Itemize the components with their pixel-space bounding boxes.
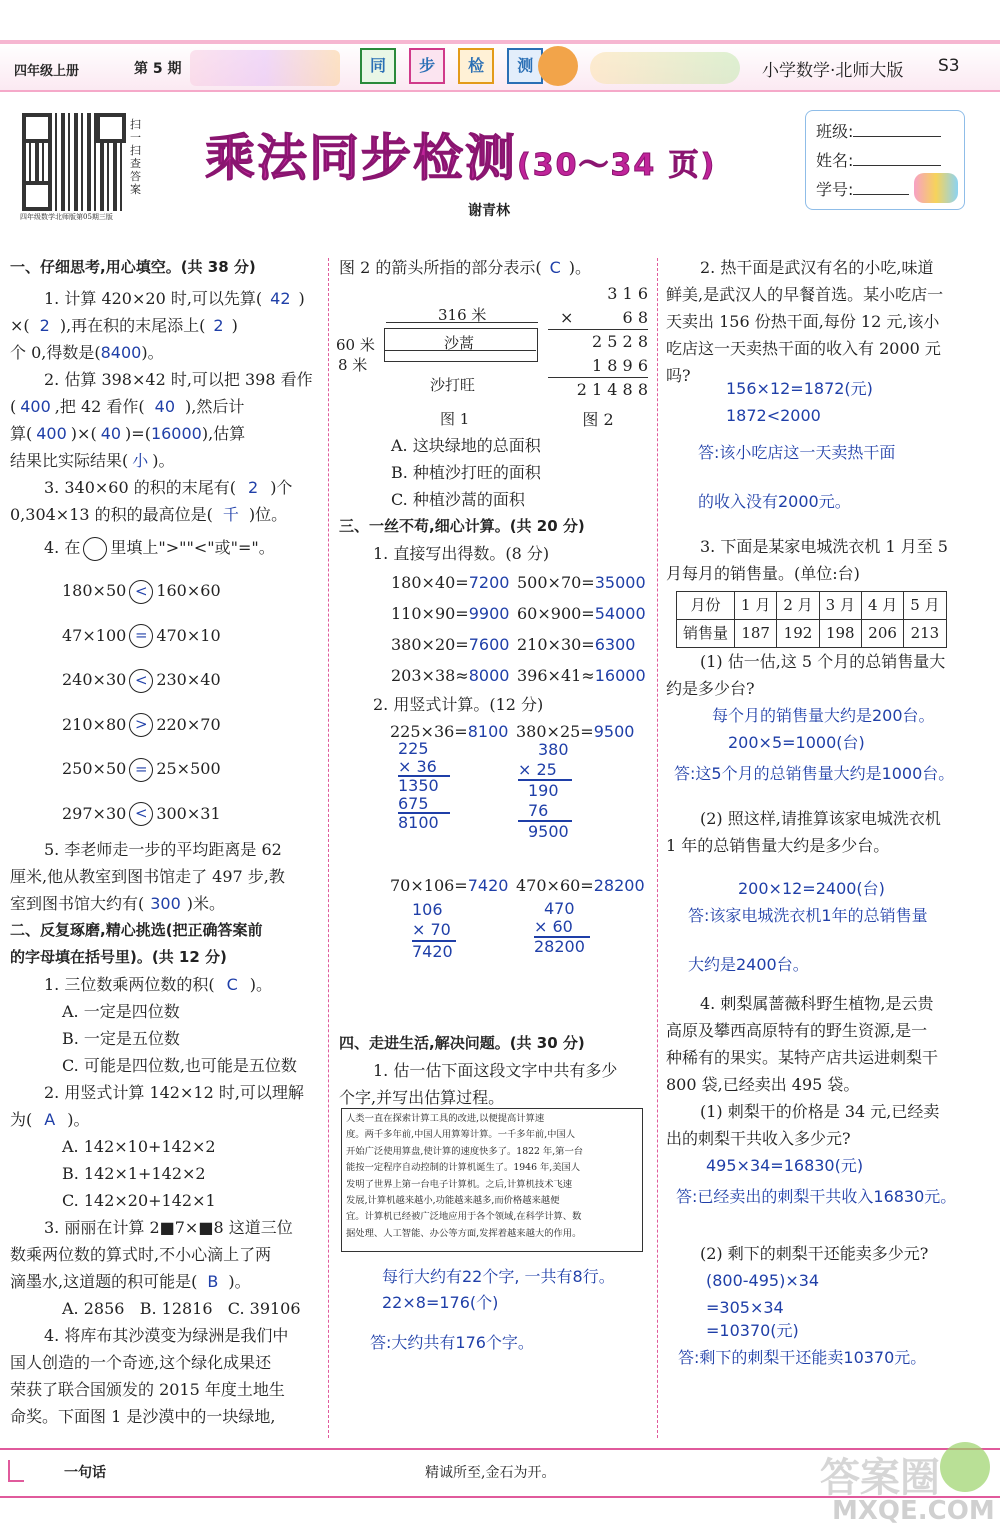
vcalc-eq: 225×36= xyxy=(390,722,468,741)
answer: B xyxy=(207,1272,219,1291)
answer: 2 xyxy=(213,316,224,335)
s4-q1: 1. 估一估下面这段文字中共有多少 xyxy=(373,1061,618,1080)
tile-2: 步 xyxy=(409,48,445,84)
section-3-title: 三、一丝不苟,细心计算。(共 20 分) xyxy=(339,517,585,535)
passage-line: 度。两千多年前,中国人用算筹计算。一千多年前,中国人 xyxy=(346,1129,576,1141)
s4-q3-p2: (2) 照这样,请推算该家电城洗衣机 xyxy=(700,809,941,828)
s4-q2-line3: 天卖出 156 份热干面,每份 12 元,该小 xyxy=(666,312,940,331)
vcalc-line: 76 xyxy=(518,801,572,823)
qr-code-icon[interactable] xyxy=(22,113,126,211)
column-3 xyxy=(666,254,978,1371)
s2-q4-line2: 国人创造的一个奇迹,这个绿化成果还 xyxy=(10,1353,272,1372)
s2-q2-text2: 为( xyxy=(10,1110,33,1129)
answer: 54000 xyxy=(594,604,646,623)
answer: 8000 xyxy=(468,666,510,685)
vcalc-line: 190 xyxy=(528,781,559,800)
comparison-left: 210×80 xyxy=(62,714,127,734)
answer: A xyxy=(44,1110,56,1129)
fig2-row2: 6 8 xyxy=(622,307,648,327)
s2-q2-opt-c: C. 142×20+142×1 xyxy=(62,1191,216,1210)
section-2-title-2: 的字母填在括号里)。(共 12 分) xyxy=(10,948,227,966)
comparison-right: 230×40 xyxy=(156,670,221,689)
answer: 495×34=16830(元) xyxy=(706,1156,864,1175)
class-field[interactable] xyxy=(853,136,941,137)
answer: 400 xyxy=(36,424,67,443)
s1-q5-line3 xyxy=(10,890,322,917)
s2-q4-line3: 荣获了联合国颁发的 2015 年度土地生 xyxy=(10,1380,285,1399)
s2-q3-line3 xyxy=(10,1268,322,1295)
name-field[interactable] xyxy=(853,165,941,166)
s1-q3-text: 3. 340×60 的积的末尾有( xyxy=(44,478,236,497)
direct-calc-row xyxy=(391,660,651,691)
fig1-width-1: 60 米 xyxy=(336,336,375,354)
answer: 35000 xyxy=(594,573,646,592)
direct-calc-row xyxy=(391,598,651,629)
comparison-operator: = xyxy=(129,624,153,648)
s1-q3-line2 xyxy=(10,501,322,528)
qr-caption: 四年级数学北师版第05期三版 xyxy=(20,213,113,221)
s2-q1-opt-b: B. 一定是五位数 xyxy=(62,1029,180,1048)
s2-q1 xyxy=(10,971,322,998)
answer: 7200 xyxy=(468,573,510,592)
s1-q2-text8: 结果比实际结果( xyxy=(10,451,129,470)
table-cell: 192 xyxy=(777,620,819,648)
s2-q4: 4. 将库布其沙漠变为绿洲是我们中 xyxy=(44,1326,289,1345)
column-divider-2 xyxy=(657,258,658,1438)
answer: 的收入没有2000元。 xyxy=(698,492,851,511)
comparison-operator: < xyxy=(129,669,153,693)
answer: 200×5=1000(台) xyxy=(728,733,865,752)
s2-q4-opt-a: A. 这块绿地的总面积 xyxy=(391,436,541,455)
issue-label: 第 5 期 xyxy=(134,61,182,77)
s4-q4-p1: (1) 刺梨干的价格是 34 元,已经卖 xyxy=(700,1102,940,1121)
fig2-row3: 2 5 2 8 xyxy=(548,329,648,354)
answer: C xyxy=(226,975,238,994)
vcalc-eq: 380×25= xyxy=(516,722,594,741)
title-text: 乘法同步检测 xyxy=(205,129,517,187)
answer: 答:剩下的刺梨干还能卖10370元。 xyxy=(678,1348,927,1367)
watermark-logo: 答案圈 xyxy=(820,1455,940,1501)
s1-q1-line3 xyxy=(10,339,322,366)
answer: =305×34 xyxy=(706,1298,784,1317)
s1-q1-text3: ),再在积的末尾添上( xyxy=(59,316,206,335)
vcalc-line: 380 xyxy=(538,740,569,759)
s1-q3-text3: 0,304×13 的积的最高位是( xyxy=(10,505,213,524)
s4-q4-line2: 高原及攀西高原特有的野生资源,是一 xyxy=(666,1021,928,1040)
s4-q3-line2: 月每月的销售量。(单位:台) xyxy=(666,564,860,583)
castle-illustration xyxy=(190,50,340,86)
comparison-operator: < xyxy=(129,580,153,604)
tile-1: 同 xyxy=(360,48,396,84)
s4-q2: 2. 热干面是武汉有名的小吃,味道 xyxy=(700,258,934,277)
comparison-right: 160×60 xyxy=(156,581,221,600)
page-title xyxy=(205,118,716,190)
answer: 22×8=176(个) xyxy=(382,1293,499,1312)
qr-hint: 扫一扫 查答案 xyxy=(130,118,141,196)
fig1-caption: 图 1 xyxy=(440,410,470,428)
comparison-right: 25×500 xyxy=(156,759,221,778)
vcalc-line: 225 xyxy=(398,739,429,758)
answer: 大约是2400台。 xyxy=(688,955,809,974)
comparison-left: 240×30 xyxy=(62,670,127,689)
class-label: 班级: xyxy=(816,122,854,141)
s4-q2-line5: 吗? xyxy=(666,366,691,385)
s1-q5-line2: 厘米,他从教室到图书馆走了 497 步,教 xyxy=(10,867,285,886)
vcalc-line: 675 xyxy=(398,795,450,815)
vcalc-line: × 60 xyxy=(534,918,590,938)
s1-q1-text: 1. 计算 420×20 时,可以先算( xyxy=(44,289,263,308)
s4-q4-p2: (2) 剩下的刺梨干还能卖多少元? xyxy=(700,1244,929,1263)
answer: 答:该家电城洗衣机1年的总销售量 xyxy=(688,906,928,925)
answer: 9500 xyxy=(593,722,635,741)
s1-q2-text4: 算( xyxy=(10,424,33,443)
s1-q2-text6: )=( xyxy=(125,424,151,443)
comparison-item xyxy=(62,747,322,792)
s1-q3 xyxy=(10,474,322,501)
s1-q1-text5: )。 xyxy=(141,343,164,362)
answer: 42 xyxy=(270,289,291,308)
tiger-mascot-icon xyxy=(538,46,578,86)
answer: 16000 xyxy=(594,666,646,685)
answer: 小 xyxy=(132,451,149,470)
corner-bracket-icon xyxy=(8,1460,24,1482)
footer-label: 一句话 xyxy=(64,1465,106,1481)
direct-calc-row xyxy=(391,567,651,598)
answer: C xyxy=(549,258,561,277)
vcalc-4 xyxy=(534,900,590,956)
answer: 7600 xyxy=(468,635,510,654)
vcalc-eq: 70×106= xyxy=(390,876,468,895)
s1-q3-text4: )位。 xyxy=(248,505,288,524)
s2-q1-text2: )。 xyxy=(249,975,273,994)
table-row xyxy=(677,592,947,620)
s2-q1-opt-a: A. 一定是四位数 xyxy=(62,1002,180,1021)
s2-q3-opts: A. 2856 B. 12816 C. 39106 xyxy=(62,1299,301,1318)
table-header: 月份 xyxy=(677,592,735,620)
direct-calc-row xyxy=(391,629,651,660)
s1-q4 xyxy=(10,534,322,561)
cartoon-animals-icon xyxy=(914,173,958,203)
s2-q4-opt-c: C. 种植沙蒿的面积 xyxy=(391,490,525,509)
s3-q2: 2. 用竖式计算。(12 分) xyxy=(373,695,544,714)
table-header: 2 月 xyxy=(777,592,819,620)
s2-q3-text4: )。 xyxy=(228,1272,251,1291)
vcalc-line: 470 xyxy=(544,899,575,918)
s2-q4-line5 xyxy=(339,254,651,281)
vcalc-2 xyxy=(518,740,572,842)
vcalc-3-eq xyxy=(390,876,508,895)
tiles xyxy=(360,48,551,84)
fig2-row1: 3 1 6 xyxy=(607,284,648,303)
vcalc-line: × 36 xyxy=(398,758,450,778)
calc-expression: 60×900= xyxy=(517,604,595,623)
mascot-icon xyxy=(940,1442,990,1492)
answer: 2 xyxy=(248,478,259,497)
vcalc-line: 106 xyxy=(412,900,443,919)
calc-expression: 210×30= xyxy=(517,635,595,654)
comparison-right: 300×31 xyxy=(156,803,221,823)
table-cell: 销售量 xyxy=(677,620,735,648)
answer: 答:该小吃店这一天卖热干面 xyxy=(698,443,896,462)
section-2-title: 二、反复琢磨,精心挑选(把正确答案前 xyxy=(10,921,263,939)
s4-q4: 4. 刺梨属蔷薇科野生植物,是云贵 xyxy=(700,994,934,1013)
vcalc-eq: 470×60= xyxy=(516,876,594,895)
column-1 xyxy=(10,254,322,1430)
fig1-inner-label: 沙蒿 xyxy=(444,334,475,352)
s2-q1-text: 1. 三位数乘两位数的积( xyxy=(44,975,215,994)
fig2-row5: 2 1 4 8 8 xyxy=(548,377,648,402)
table-row xyxy=(677,620,947,648)
s1-q2-text2: ,把 42 看作( xyxy=(54,397,145,416)
s1-q4-text: 4. 在 xyxy=(44,538,81,557)
column-divider-1 xyxy=(328,258,329,1438)
table-cell: 198 xyxy=(819,620,861,648)
answer: 7420 xyxy=(467,876,509,895)
table-header: 4 月 xyxy=(861,592,903,620)
s1-q1-line2: ×( 2 ),再在积的末尾添上( 2 ) xyxy=(10,316,238,335)
comparison-item xyxy=(62,703,322,748)
comparison-item xyxy=(62,614,322,659)
s4-q3: 3. 下面是某家电城洗衣机 1 月至 5 xyxy=(700,537,948,556)
s2-q3-line2: 数乘两位数的算式时,不小心滴上了两 xyxy=(10,1245,272,1264)
s1-q2-text3: ),然后计 xyxy=(185,397,245,416)
passage-line: 宜。计算机已经被广泛地应用于各个领域,在科学计算、数 xyxy=(346,1211,582,1223)
table-header: 1 月 xyxy=(735,592,777,620)
answer: 2 xyxy=(39,316,50,335)
s2-q2-opt-a: A. 142×10+142×2 xyxy=(62,1137,216,1156)
comparison-operator: > xyxy=(129,713,153,737)
s2-q4-line4: 命奖。下面图 1 是沙漠中的一块绿地, xyxy=(10,1407,276,1426)
answer: 答:大约共有176个字。 xyxy=(370,1333,534,1352)
section-4-title: 四、走进生活,解决问题。(共 30 分) xyxy=(339,1034,585,1052)
subject-label: 小学数学·北师大版 xyxy=(762,61,904,81)
fig2-caption: 图 2 xyxy=(582,409,614,429)
vcalc-3 xyxy=(412,900,456,962)
fig1-width-2: 8 米 xyxy=(338,356,368,374)
s4-q3-p1-line2: 约是多少台? xyxy=(666,679,755,698)
passage-line: 发明了世界上第一台电子计算机。之后,计算机技术飞速 xyxy=(346,1178,573,1190)
comparison-item xyxy=(62,792,322,837)
answer: 28200 xyxy=(593,876,645,895)
s2-q2-line2 xyxy=(10,1106,322,1133)
id-label: 学号: xyxy=(816,180,854,199)
comparison-right: 220×70 xyxy=(156,714,221,734)
vcalc-line: × 70 xyxy=(412,920,456,942)
s3-q1: 1. 直接写出得数。(8 分) xyxy=(373,544,550,563)
vcalc-1 xyxy=(398,740,450,832)
page-footer xyxy=(0,1448,1000,1501)
vcalc-line: × 25 xyxy=(518,760,572,782)
comparison-item xyxy=(62,569,322,614)
s1-q4-text2: 里填上">""<"或"="。 xyxy=(110,538,275,557)
vcalc-line: 8100 xyxy=(398,813,439,832)
answer: (800-495)×34 xyxy=(706,1271,820,1290)
calc-expression: 380×20= xyxy=(391,635,469,654)
s1-q5-text3: 室到图书馆大约有( xyxy=(10,894,145,913)
s1-q2: 2. 估算 398×42 时,可以把 398 看作 xyxy=(44,370,313,389)
s1-q1-text2: ×( xyxy=(10,316,30,335)
vcalc-line: 7420 xyxy=(412,942,453,961)
answer: 400 xyxy=(20,397,51,416)
vcalc-4-eq xyxy=(516,876,645,895)
calc-expression: 203×38≈ xyxy=(391,666,469,685)
s2-q4-text5: 图 2 的箭头所指的部分表示( xyxy=(339,258,542,277)
calc-expression: 500×70= xyxy=(517,573,595,592)
page-header xyxy=(0,44,1000,92)
s4-q4-line3: 种稀有的果实。某特产店共运进刺梨干 xyxy=(666,1048,939,1067)
sales-table xyxy=(676,591,947,648)
fig2-row4: 1 8 9 6 xyxy=(592,355,648,375)
calc-expression: 110×90= xyxy=(391,604,469,623)
s1-q5-text4: )米。 xyxy=(186,894,226,913)
student-info-box xyxy=(805,110,965,210)
answer: 300 xyxy=(150,894,181,913)
comparison-left: 297×30 xyxy=(62,803,127,823)
passage-line: 据处理、人工智能、办公等方面,发挥着越来越大的作用。 xyxy=(346,1227,582,1239)
comparison-list xyxy=(10,569,322,836)
s4-q1-line2: 个字,并写出估算过程。 xyxy=(339,1088,505,1107)
figure-1 xyxy=(336,298,546,428)
s4-q3-p1: (1) 估一估,这 5 个月的总销售量大 xyxy=(700,652,946,671)
tile-4: 测 xyxy=(507,48,543,84)
id-field[interactable] xyxy=(853,194,909,195)
s1-q2-text7: ),估算 xyxy=(201,424,246,443)
s4-q4-p1-line2: 出的刺梨干共收入多少元? xyxy=(666,1129,851,1148)
passage-line: 发展,计算机越来越小,功能越来越多,而价格越来越便 xyxy=(346,1195,560,1207)
table-cell: 187 xyxy=(735,620,777,648)
comparison-right: 470×10 xyxy=(156,625,221,645)
fig2-times: × xyxy=(560,307,574,327)
column-2 xyxy=(339,254,651,281)
vcalc-line: 1350 xyxy=(398,776,439,795)
s4-q1-answer xyxy=(370,1264,615,1356)
comparison-left: 250×50 xyxy=(62,759,127,778)
table-header: 3 月 xyxy=(819,592,861,620)
answer: 1872<2000 xyxy=(726,406,821,425)
s1-q1-text4: 个 0,得数是( xyxy=(10,343,101,362)
passage-line: 能按一定程序自动控制的计算机诞生了。1946 年,美国人 xyxy=(346,1162,581,1174)
table-cell: 206 xyxy=(861,620,903,648)
answer: 40 xyxy=(154,397,176,416)
title-pages: (30～34 页) xyxy=(517,148,717,183)
comparison-item xyxy=(62,658,322,703)
fig1-strip-label: 沙打旺 xyxy=(430,376,476,394)
answer: 8400 xyxy=(100,343,142,362)
answer: 8100 xyxy=(467,722,509,741)
answer: 每个月的销售量大约是200台。 xyxy=(712,706,935,725)
s1-q2-line2: ( 400 ,把 42 看作( 40 ),然后计 xyxy=(10,397,245,416)
s2-q2: 2. 用竖式计算 142×12 时,可以理解 xyxy=(44,1083,304,1102)
answer: =10370(元) xyxy=(706,1321,799,1340)
answer: 9900 xyxy=(468,604,510,623)
footer-quote: 精诚所至,金石为开。 xyxy=(425,1465,556,1481)
answer: 40 xyxy=(100,424,122,443)
answer: 200×12=2400(台) xyxy=(738,879,885,898)
s2-q3: 3. 丽丽在计算 2■7×■8 这道三位 xyxy=(44,1218,293,1237)
answer: 答:已经卖出的刺梨干共收入16830元。 xyxy=(676,1187,957,1206)
s1-q5: 5. 李老师走一步的平均距离是 62 xyxy=(44,840,282,859)
calc-expression: 180×40= xyxy=(391,573,469,592)
s1-q2-text9: )。 xyxy=(152,451,175,470)
answer: 156×12=1872(元) xyxy=(726,379,873,398)
passage-box xyxy=(341,1108,643,1252)
s2-q3-text3: 滴墨水,这道题的积可能是( xyxy=(10,1272,198,1291)
s4-q2-line2: 鲜美,是武汉人的早餐首选。某小吃店一 xyxy=(666,285,944,304)
s4-q3-p2-line2: 1 年的总销售量大约是多少台。 xyxy=(666,836,890,855)
calc-expression: 396×41≈ xyxy=(517,666,595,685)
s2-q1-opt-c: C. 可能是四位数,也可能是五位数 xyxy=(62,1056,297,1075)
s2-q4-opt-b: B. 种植沙打旺的面积 xyxy=(391,463,541,482)
vcalc-line: 9500 xyxy=(528,822,569,841)
s1-q3-text2: )个 xyxy=(270,478,293,497)
fig1-arrow xyxy=(386,322,538,323)
page-number: S3 xyxy=(938,56,960,76)
watermark-url: MXQE.COM xyxy=(832,1496,995,1526)
comparison-left: 180×50 xyxy=(62,581,127,600)
section-1-title: 一、仔细思考,用心填空。(共 38 分) xyxy=(10,258,256,276)
answer: 答:这5个月的总销售量大约是1000台。 xyxy=(674,764,955,783)
figure-2 xyxy=(548,282,648,431)
answer: 千 xyxy=(222,505,239,524)
direct-calc-list xyxy=(339,567,651,691)
circle-icon xyxy=(83,537,107,561)
table-header: 5 月 xyxy=(904,592,946,620)
s4-q2-line4: 吃店这一天卖热干面的收入有 2000 元 xyxy=(666,339,941,358)
passage-line: 开始广泛使用算盘,使计算的速度快多了。1822 年,第一台 xyxy=(346,1145,584,1157)
name-label: 姓名: xyxy=(816,151,854,170)
author: 谢青林 xyxy=(468,203,510,219)
s2-q4-text6: )。 xyxy=(568,258,592,277)
s2-q2-text3: )。 xyxy=(67,1110,90,1129)
answer: 16000 xyxy=(150,424,202,443)
grade-label: 四年级上册 xyxy=(14,64,80,79)
comparison-operator: < xyxy=(129,802,153,826)
column-2-lower xyxy=(339,432,651,718)
s1-q2-line3 xyxy=(10,420,322,447)
comparison-left: 47×100 xyxy=(62,625,127,645)
fig1-length: 316 米 xyxy=(438,306,487,324)
s2-q2-opt-b: B. 142×1+142×2 xyxy=(62,1164,206,1183)
tile-3: 检 xyxy=(458,48,494,84)
s1-q2-text5: )×( xyxy=(70,424,97,443)
column-2-bottom xyxy=(339,1030,651,1111)
s1-q2-line4 xyxy=(10,447,322,474)
answer: 6300 xyxy=(594,635,636,654)
vcalc-2-eq xyxy=(516,722,634,741)
passage-line: 人类一直在探索计算工具的改进,以便提高计算速 xyxy=(346,1113,545,1124)
comparison-operator: = xyxy=(129,758,153,782)
answer: 每行大约有22个字, 一共有8行。 xyxy=(382,1267,615,1286)
s4-q4-line4: 800 袋,已经卖出 495 袋。 xyxy=(666,1075,860,1094)
vcalc-line: 28200 xyxy=(534,937,585,956)
s1-q1: 1. 计算 420×20 时,可以先算( 42 ) xyxy=(44,289,305,308)
fruit-illustration xyxy=(590,52,740,84)
table-cell: 213 xyxy=(904,620,946,648)
